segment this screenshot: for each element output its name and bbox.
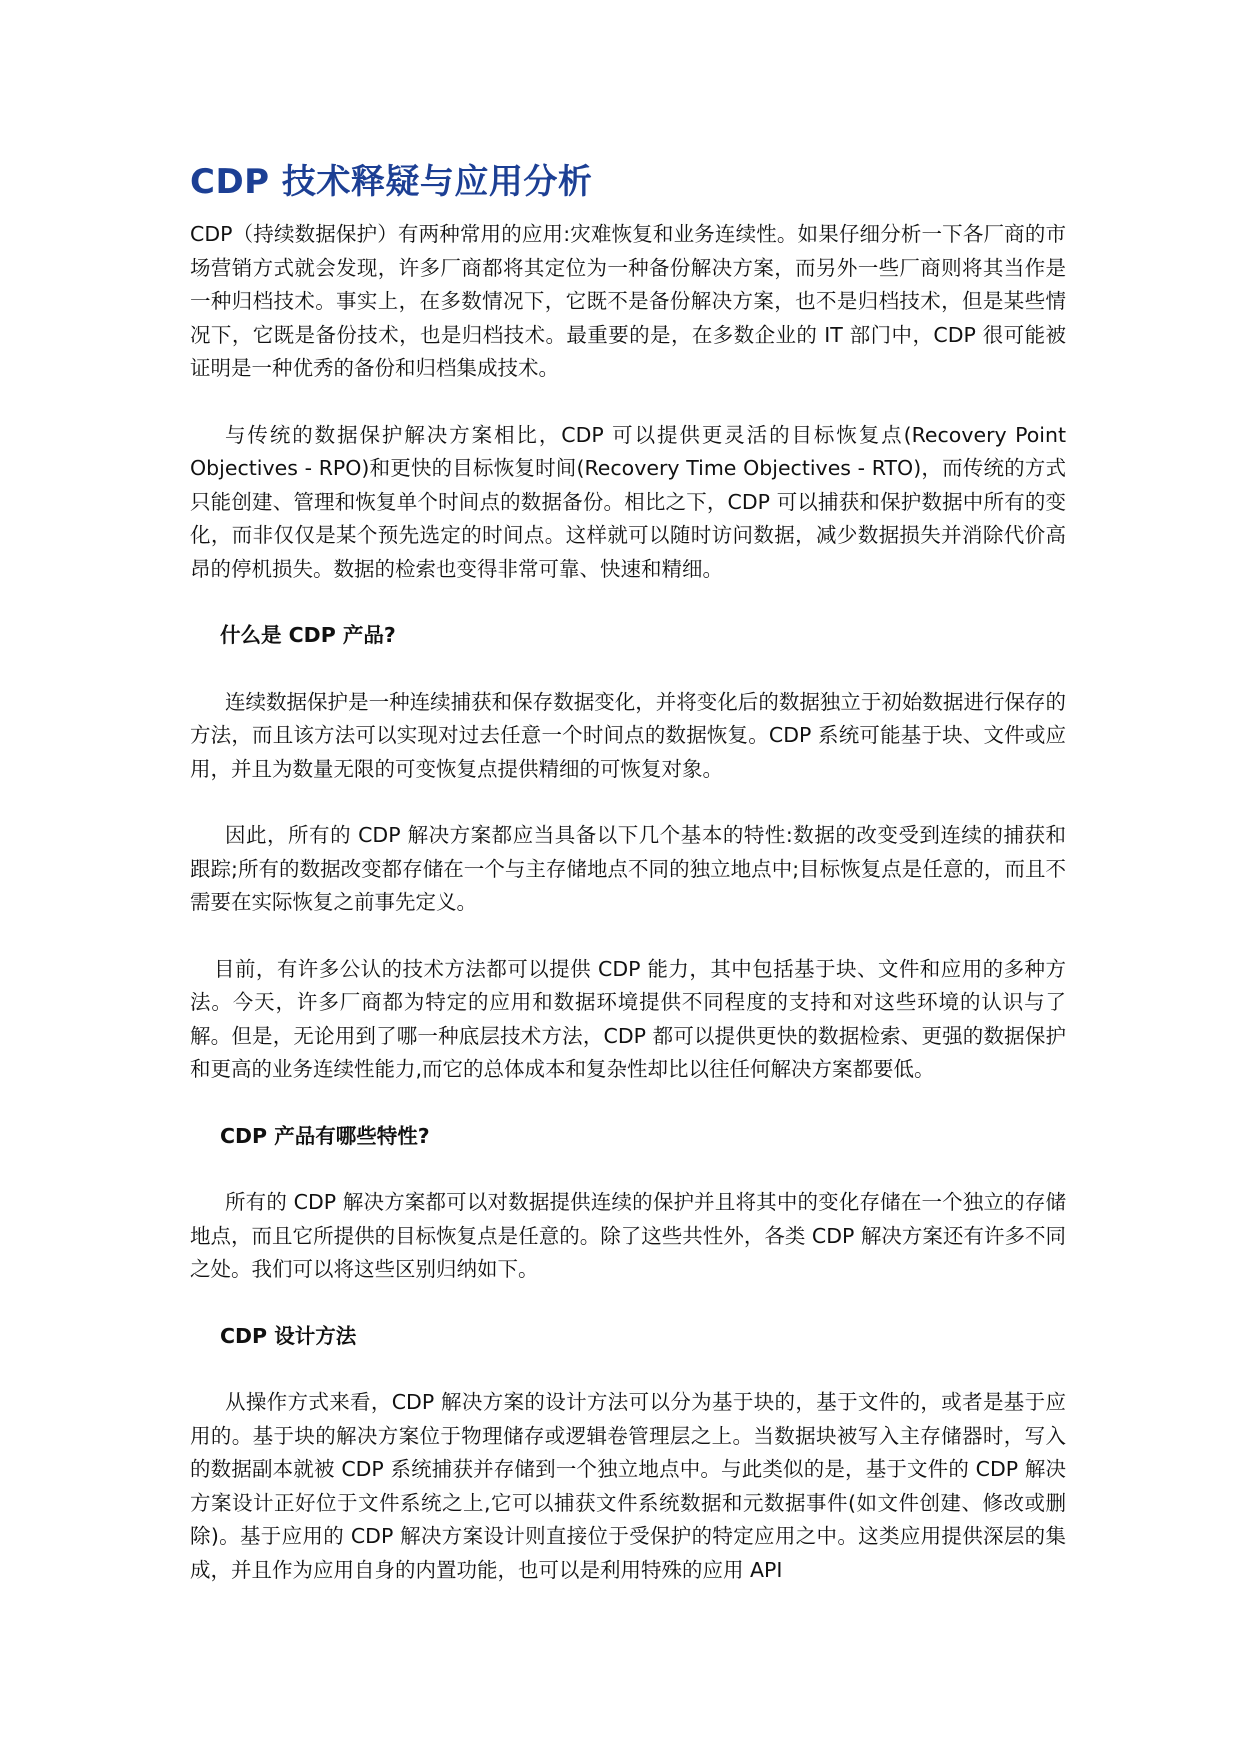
heading-cdp-features: CDP 产品有哪些特性? [220, 1123, 430, 1148]
paragraph-gap [190, 1153, 1066, 1186]
paragraph-intro: CDP（持续数据保护）有两种常用的应用:灾难恢复和业务连续性。如果仔细分析一下各厂商的市场营销方式就会发现，许多厂商都将其定位为一种备份解决方案，而另外一些厂商则将其当作是一种归档技术。事实上，在多数情况下，它既不是备份解决方案，也不是归档技术，但是某些情况下，它既是备份技术，也是归档技术。最重要的是，在多数企业的 IT 部门中，CDP 很可能被证明是一种优秀的备份和归档集成技术。 [190, 222, 1066, 380]
paragraph-gap [190, 1287, 1066, 1320]
paragraph-gap [190, 586, 1066, 619]
paragraph-gap [190, 386, 1066, 419]
paragraph-common-traits: 所有的 CDP 解决方案都可以对数据提供连续的保护并且将其中的变化存储在一个独立的存储地点，而且它所提供的目标恢复点是任意的。除了这些共性外，各类 CDP 解决方案还有许多不同之处。我们可以将这些区别归纳如下。 [190, 1190, 1066, 1281]
heading-design-methods: CDP 设计方法 [220, 1323, 357, 1348]
document-page [190, 160, 1066, 1587]
heading-what-is-cdp: 什么是 CDP 产品? [220, 623, 396, 647]
paragraph-comparison: 与传统的数据保护解决方案相比，CDP 可以提供更灵活的目标恢复点(Recovery Point Objectives - RPO)和更快的目标恢复时间(Recovery Time Objectives - RTO)，而传统的方式只能创建、管理和恢复单个时间点的数据备份。相比之下，CDP 可以捕获和保护数据中所有的变化，而非仅仅是某个预先选定的时间点。这样就可以随时访问数据，减少数据损失并消除代价高昂的停机损失。数据的检索也变得非常可靠、快速和精细。 [190, 422, 1066, 581]
paragraph-current-methods: 目前，有许多公认的技术方法都可以提供 CDP 能力，其中包括基于块、文件和应用的多种方法。今天，许多厂商都为特定的应用和数据环境提供不同程度的支持和对这些环境的认识与了解。但是，无论用到了哪一种底层技术方法，CDP 都可以提供更快的数据检索、更强的数据保护和更高的业务连续性能力,而它的总体成本和复杂性却比以往任何解决方案都要低。 [190, 956, 1066, 1081]
paragraph-definition: 连续数据保护是一种连续捕获和保存数据变化，并将变化后的数据独立于初始数据进行保存的方法，而且该方法可以实现对过去任意一个时间点的数据恢复。CDP 系统可能基于块、文件或应用，并且为数量无限的可变恢复点提供精细的可恢复对象。 [190, 689, 1066, 781]
paragraph-gap [190, 653, 1066, 686]
paragraph-gap [190, 920, 1066, 953]
paragraph-design-approach: 从操作方式来看，CDP 解决方案的设计方法可以分为基于块的，基于文件的，或者是基于应用的。基于块的解决方案位于物理储存或逻辑卷管理层之上。当数据块被写入主存储器时，写入的数据副本就被 CDP 系统捕获并存储到一个独立地点中。与此类似的是，基于文件的 CDP 解决方案设计正好位于文件系统之上,它可以捕获文件系统数据和元数据事件(如文件创建、修改或删除)。基于应用的 CDP 解决方案设计则直接位于受保护的特定应用之中。这类应用提供深层的集成，并且作为应用自身的内置功能，也可以是利用特殊的应用 API [190, 1390, 1066, 1582]
paragraph-characteristics: 因此，所有的 CDP 解决方案都应当具备以下几个基本的特性:数据的改变受到连续的捕获和跟踪;所有的数据改变都存储在一个与主存储地点不同的独立地点中;目标恢复点是任意的，而且不需要在实际恢复之前事先定义。 [190, 823, 1066, 914]
paragraph-gap [190, 1353, 1066, 1386]
document-title: CDP 技术释疑与应用分析 [190, 162, 593, 202]
paragraph-gap [190, 786, 1066, 819]
paragraph-gap [190, 1087, 1066, 1120]
